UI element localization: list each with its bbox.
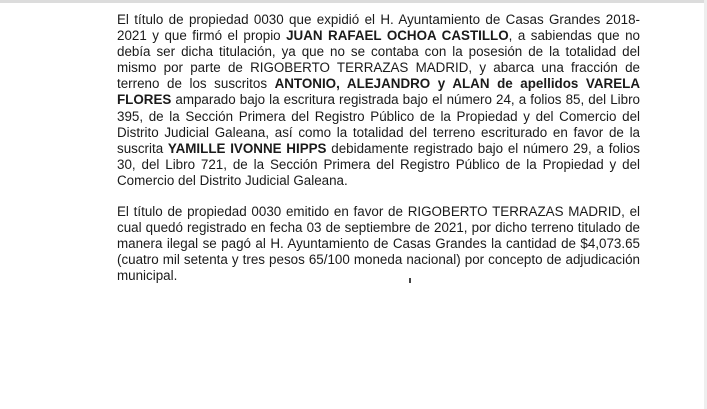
p1-seg-6: debidamente registrado bajo el número 29, a folios 30, del Libro 721, de la Sección Primera del Registro Público de la Propiedad y del Comercio del Distrito Judicial Galeana. (117, 140, 641, 188)
p1-seg-3: ANTONIO, ALEJANDRO y ALAN de apellidos VARELA FLORES (117, 76, 640, 108)
window-top-border (0, 0, 707, 3)
stray-mark (409, 278, 411, 283)
paragraph-2 (117, 204, 640, 284)
p1-seg-4: amparado bajo la escritura registrada bajo el número 24, a folios 85, del Libro 395, de la Sección Primera del Registro Público de la Propiedad y del Comercio del Distrito Judicial Galeana, así como la totalidad del terreno escriturado en favor de la suscrita (117, 92, 640, 156)
document-page (117, 12, 640, 285)
paragraph-1 (117, 12, 640, 189)
p2-seg-0: El título de propiedad 0030 emitido en favor de RIGOBERTO TERRAZAS MADRID, el cual quedó registrado en fecha 03 de septiembre de 2021, por dicho terreno titulado de manera ilegal se pagó al H. Ayuntamiento de Casas Grandes la cantidad de $4,073.65 (cuatro mil setenta y tres pesos 65/100 moneda nacional) por concepto de adjudicación municipal. (117, 204, 640, 284)
p1-seg-5: YAMILLE IVONNE HIPPS (167, 140, 327, 156)
p1-seg-0: El título de propiedad 0030 que expidió el H. Ayuntamiento de Casas Grandes 2018-2021 y que firmó el propio (117, 12, 640, 44)
p1-seg-2: , a sabiendas que no debía ser dicha titulación, ya que no se contaba con la posesión de la totalidad del mismo por parte de RIGOBERTO TERRAZAS MADRID, y abarca una fracción de terreno de los suscritos (117, 28, 640, 92)
p1-seg-1: JUAN RAFAEL OCHOA CASTILLO (286, 28, 509, 44)
